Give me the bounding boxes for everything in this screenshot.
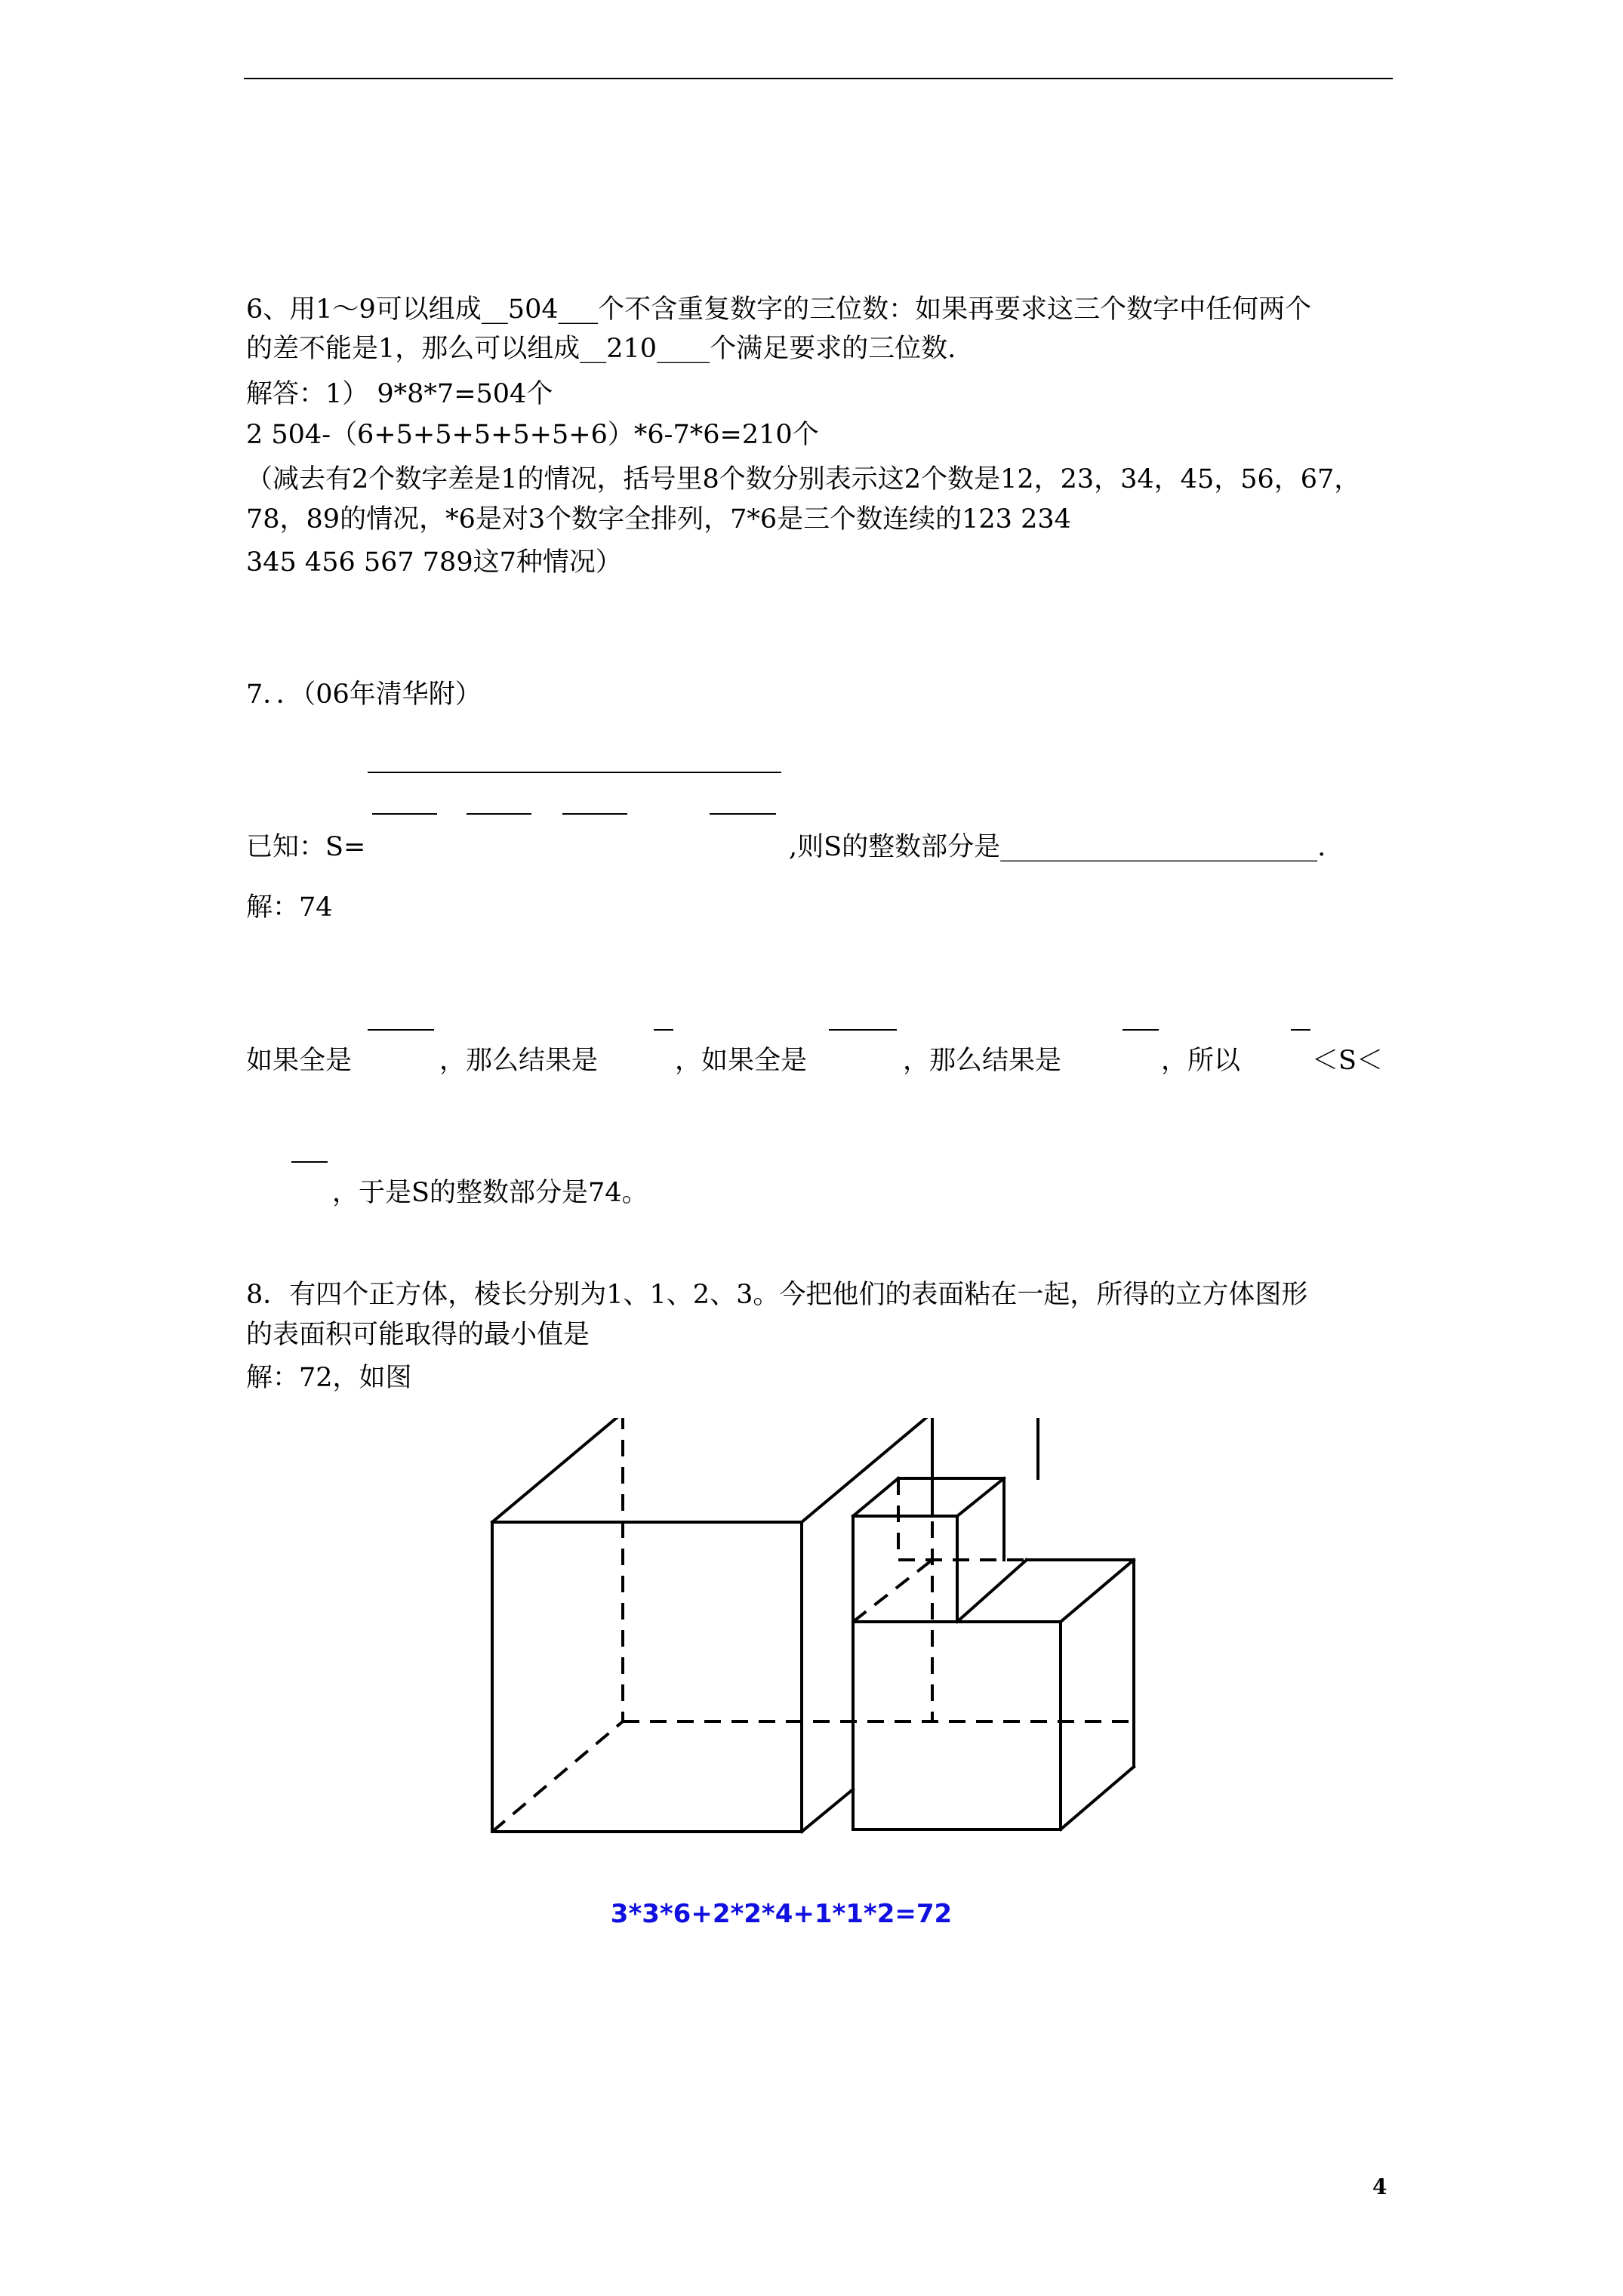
reason-bar-1 [368,1029,434,1031]
q6-line-1: 6、用1～9可以组成__504___个不含重复数字的三位数：如果再要求这三个数字中任何两个 [246,294,1312,325]
cubes-figure [483,1418,1147,1929]
fraction-bar-main [368,772,781,773]
q8-answer: 解：72，如图 [246,1363,412,1393]
q7-given-suffix: ,则S的整数部分是________________________. [789,832,1326,862]
large-cube-front [492,1522,802,1832]
q7-reason-c: ，如果全是 [675,1046,808,1076]
q7-reason-d: ，那么结果是 [903,1046,1062,1076]
q7-reason-a: 如果全是 [246,1046,353,1076]
reason-bar-5 [1291,1029,1310,1031]
cubes-drawing [483,1418,1147,1901]
small-cube-front [853,1516,957,1622]
q8-line-1: 8．有四个正方体，棱长分别为1、1、2、3。今把他们的表面粘在一起，所得的立方体图形 [246,1280,1308,1310]
q7-reason-e: ，所以 [1161,1046,1241,1076]
q6-note-3: 345 456 567 789这7种情况） [246,547,622,578]
q7-reason-b: ，那么结果是 [439,1046,599,1076]
q6-note-2: 78，89的情况，*6是对3个数字全排列，7*6是三个数连续的123 234 [246,504,1071,535]
medium-cube-front [853,1622,1061,1829]
conclusion-bar [291,1161,328,1163]
reason-bar-2 [654,1029,673,1031]
q6-answer-2: 2 504-（6+5+5+5+5+5+6）*6-7*6=210个 [246,420,819,450]
q6-line-2: 的差不能是1，那么可以组成__210____个满足要求的三位数. [246,334,956,364]
fraction-bar-2 [467,813,531,815]
fraction-bar-4 [710,813,776,815]
q7-conclusion: ，于是S的整数部分是74。 [332,1178,648,1208]
q7-given-prefix: 已知：S= [246,832,366,862]
q7-reason-f: ＜S＜ [1312,1046,1383,1076]
q8-line-2: 的表面积可能取得的最小值是 [246,1320,590,1350]
q7-solution: 解：74 [246,892,333,923]
figure-caption: 3*3*6+2*2*4+1*1*2=72 [610,1899,953,1929]
fraction-bar-1 [372,813,437,815]
reason-bar-4 [1123,1029,1159,1031]
q6-answer-1: 解答：1） 9*8*7=504个 [246,379,553,409]
page-number: 4 [1372,2174,1387,2199]
fraction-bar-3 [562,813,627,815]
q7-header: 7．．（06年清华附） [246,680,482,710]
header-rule [244,78,1393,79]
q6-note-1: （减去有2个数字差是1的情况，括号里8个数分别表示这2个数是12，23，34，45，56，67， [246,464,1361,495]
reason-bar-3 [829,1029,897,1031]
